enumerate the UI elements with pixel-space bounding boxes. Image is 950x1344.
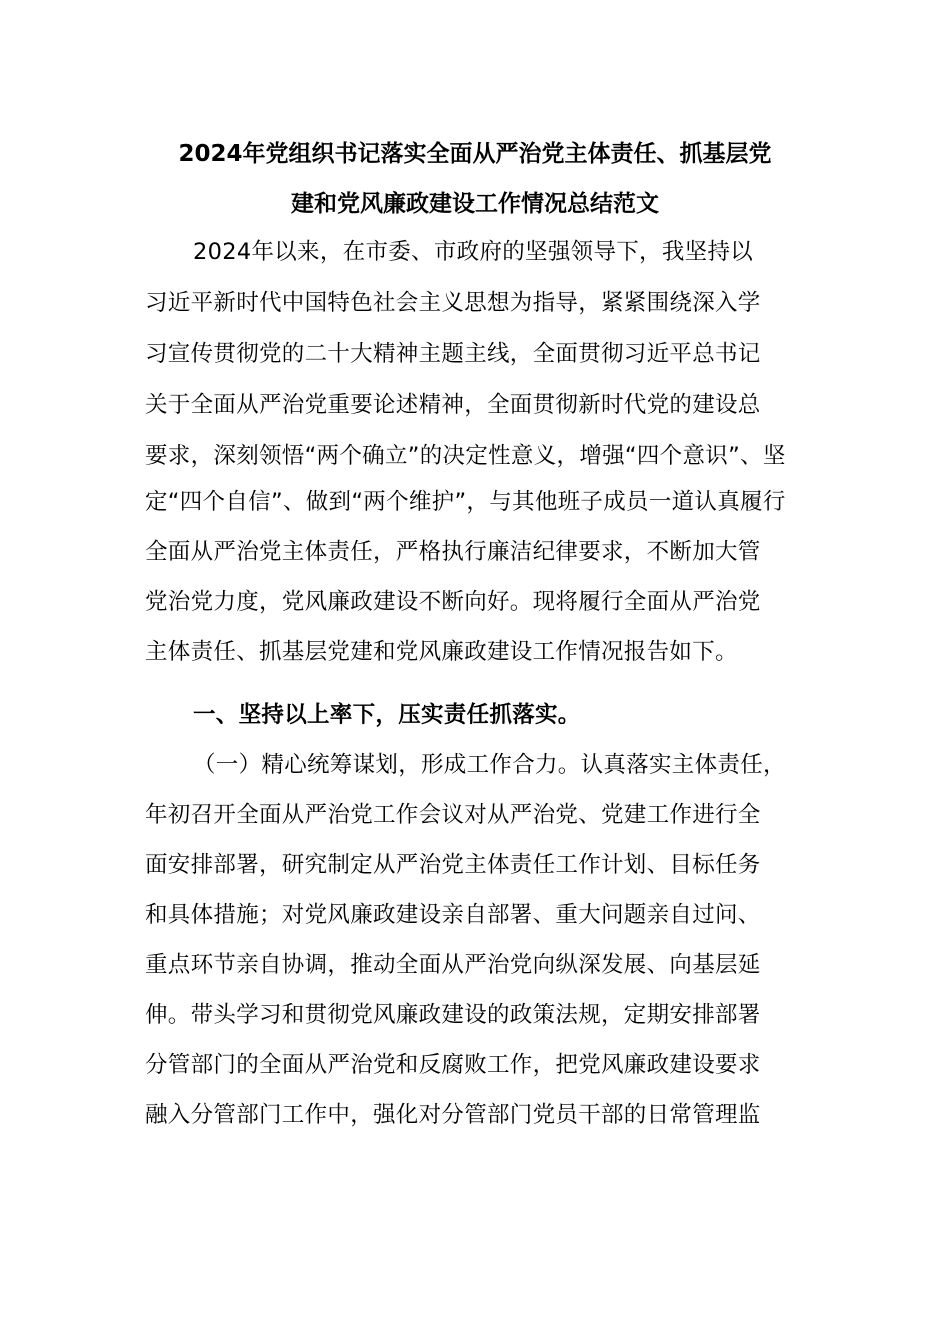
intro-line-4: 关于全面从严治党重要论述精神，全面贯彻新时代党的建设总	[145, 392, 761, 418]
intro-line-8: 党治党力度，党风廉政建设不断向好。现将履行全面从严治党	[145, 589, 761, 615]
intro-line-9: 主体责任、抓基层党建和党风廉政建设工作情况报告如下。	[145, 639, 738, 665]
section-1-line-5: 重点环节亲自协调，推动全面从严治党向纵深发展、向基层延	[145, 952, 761, 978]
intro-line-5: 要求，深刻领悟“两个确立”的决定性意义，增强“四个意识”、坚	[145, 443, 786, 469]
section-1-line-3: 面安排部署，研究制定从严治党主体责任工作计划、目标任务	[145, 852, 761, 878]
section-1-line-4: 和具体措施；对党风廉政建设亲自部署、重大问题亲自过问、	[145, 902, 761, 928]
intro-line-6: 定“四个自信”、做到“两个维护”，与其他班子成员一道认真履行	[145, 489, 786, 515]
section-1-line-7: 分管部门的全面从严治党和反腐败工作，把党风廉政建设要求	[145, 1052, 761, 1078]
section-1-line-1: （一）精心统筹谋划，形成工作合力。认真落实主体责任，	[193, 752, 786, 778]
section-1-line-8: 融入分管部门工作中，强化对分管部门党员干部的日常管理监	[145, 1102, 761, 1128]
intro-line-7: 全面从严治党主体责任，严格执行廉洁纪律要求，不断加大管	[145, 539, 761, 565]
section-1-line-2: 年初召开全面从严治党工作会议对从严治党、党建工作进行全	[145, 802, 761, 828]
section-1-line-6: 伸。带头学习和贯彻党风廉政建设的政策法规，定期安排部署	[145, 1002, 761, 1028]
intro-line-2: 习近平新时代中国特色社会主义思想为指导，紧紧围绕深入学	[145, 290, 761, 316]
document-title-line-2: 建和党风廉政建设工作情况总结范文	[291, 191, 659, 217]
section-1-heading: 一、坚持以上率下，压实责任抓落实。	[193, 702, 581, 728]
intro-line-3: 习宣传贯彻党的二十大精神主题主线，全面贯彻习近平总书记	[145, 341, 761, 367]
intro-line-1: 2024年以来，在市委、市政府的坚强领导下，我坚持以	[193, 239, 754, 265]
document-title-line-1: 2024年党组织书记落实全面从严治党主体责任、抓基层党	[178, 141, 772, 167]
